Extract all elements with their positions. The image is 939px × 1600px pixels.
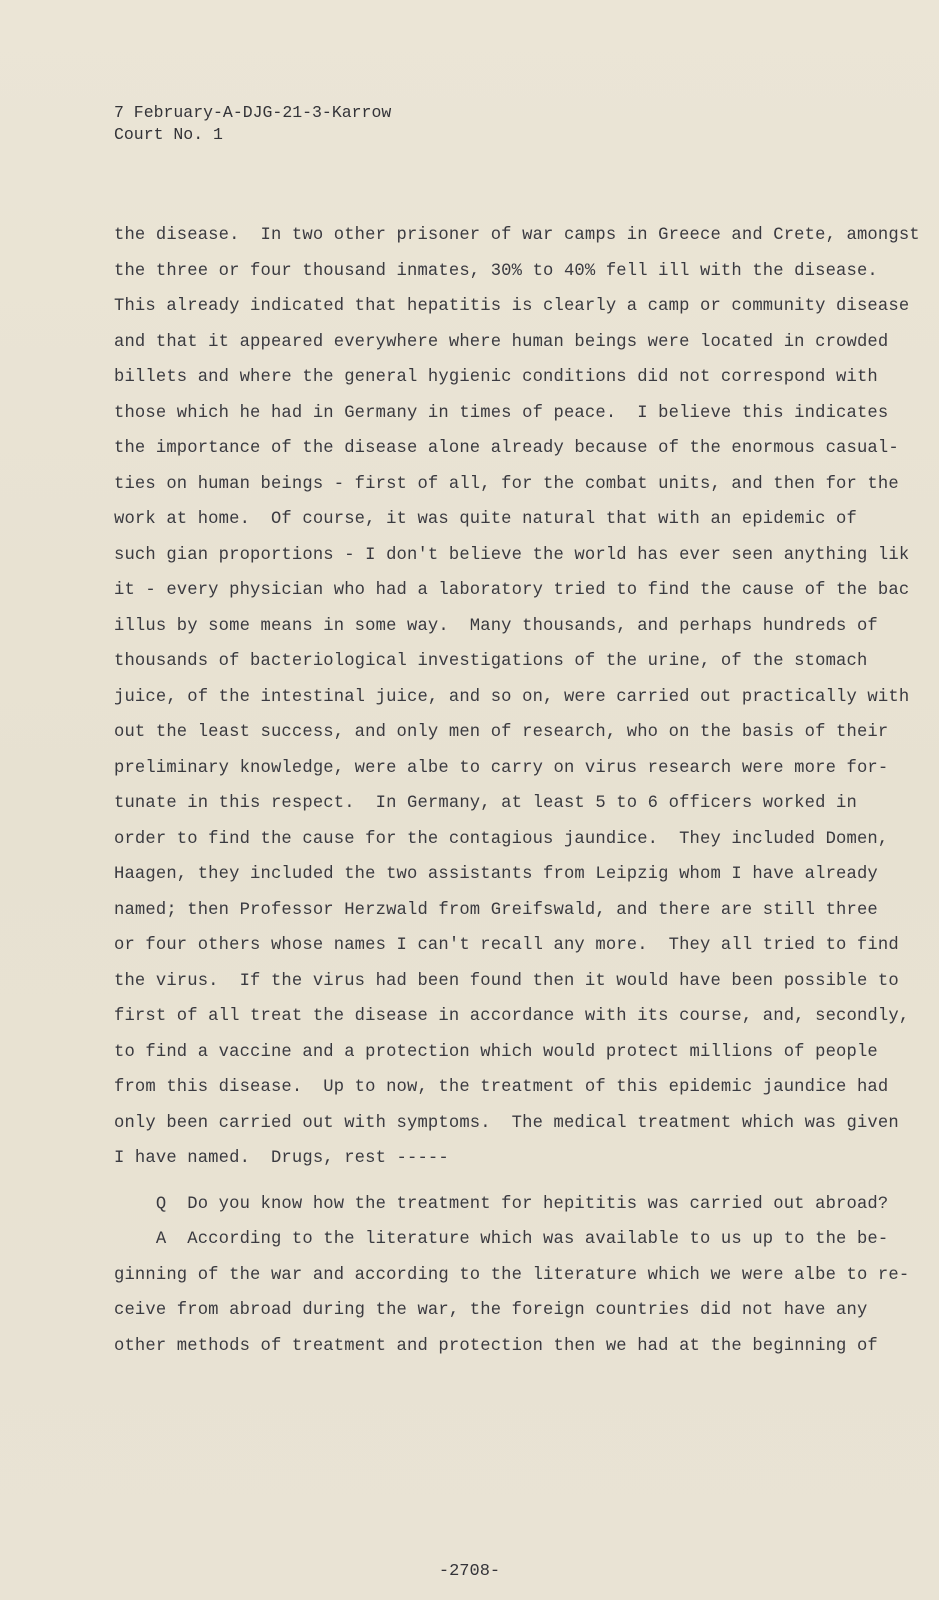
transcript-line: thousands of bacteriological investigations of the urine, of the stomach	[114, 652, 868, 671]
transcript-line: I have named. Drugs, rest -----	[114, 1149, 449, 1168]
header-date-reference: 7 February-A-DJG-21-3-Karrow	[114, 103, 392, 122]
transcript-line: named; then Professor Herzwald from Greifswald, and there are still three	[114, 900, 878, 920]
transcript-line: such gian proportions - I don't believe the world has ever seen anything lik	[114, 545, 910, 565]
transcript-line: only been carried out with symptoms. The medical treatment which was given	[114, 1113, 899, 1133]
transcript-line: from this disease. Up to now, the treatment of this epidemic jaundice had	[114, 1078, 889, 1097]
transcript-line: first of all treat the disease in accordance with its course, and, secondly,	[114, 1007, 910, 1026]
transcript-line: ginning of the war and according to the literature which we were albe to re-	[114, 1265, 910, 1285]
transcript-line: billets and where the general hygienic conditions did not correspond with	[114, 368, 878, 387]
transcript-line: work at home. Of course, it was quite natural that with an epidemic of	[114, 510, 857, 529]
transcript-line: A According to the literature which was available to us up to the be-	[114, 1230, 889, 1249]
transcript-line: Q Do you know how the treatment for hepititis was carried out abroad?	[114, 1194, 889, 1214]
transcript-line: the importance of the disease alone already because of the enormous casual-	[114, 439, 899, 458]
document-header	[114, 102, 391, 146]
transcript-line: those which he had in Germany in times of peace. I believe this indicates	[114, 403, 889, 423]
transcript-line: juice, of the intestinal juice, and so on, were carried out practically with	[114, 687, 910, 707]
transcript-line: or four others whose names I can't recall any more. They all tried to find	[114, 936, 899, 955]
transcript-line: illus by some means in some way. Many thousands, and perhaps hundreds of	[114, 616, 878, 636]
transcript-line: tunate in this respect. In Germany, at least 5 to 6 officers worked in	[114, 794, 857, 813]
transcript-line: This already indicated that hepatitis is clearly a camp or community disease	[114, 297, 910, 316]
transcript-line: other methods of treatment and protection then we had at the beginning of	[114, 1336, 878, 1356]
transcript-line: the virus. If the virus had been found then it would have been possible to	[114, 971, 899, 991]
transcript-line: ceive from abroad during the war, the foreign countries did not have any	[114, 1301, 868, 1320]
transcript-line: preliminary knowledge, were albe to carry on virus research were more for-	[114, 758, 889, 778]
transcript-line: order to find the cause for the contagious jaundice. They included Domen,	[114, 829, 889, 849]
transcript-line: the disease. In two other prisoner of war camps in Greece and Crete, amongst	[114, 226, 920, 245]
transcript-line: ties on human beings - first of all, for the combat units, and then for the	[114, 474, 899, 494]
transcript-line: out the least success, and only men of research, who on the basis of their	[114, 723, 889, 742]
page-number: -2708-	[438, 1562, 501, 1581]
transcript-line: and that it appeared everywhere where human beings were located in crowded	[114, 332, 889, 352]
transcript-line: to find a vaccine and a protection which would protect millions of people	[114, 1042, 878, 1062]
header-court-number: Court No. 1	[114, 125, 223, 144]
transcript-line: Haagen, they included the two assistants from Leipzig whom I have already	[114, 865, 878, 884]
transcript-line: it - every physician who had a laboratory tried to find the cause of the bac	[114, 581, 910, 600]
transcript-line: the three or four thousand inmates, 30% to 40% fell ill with the disease.	[114, 261, 878, 281]
